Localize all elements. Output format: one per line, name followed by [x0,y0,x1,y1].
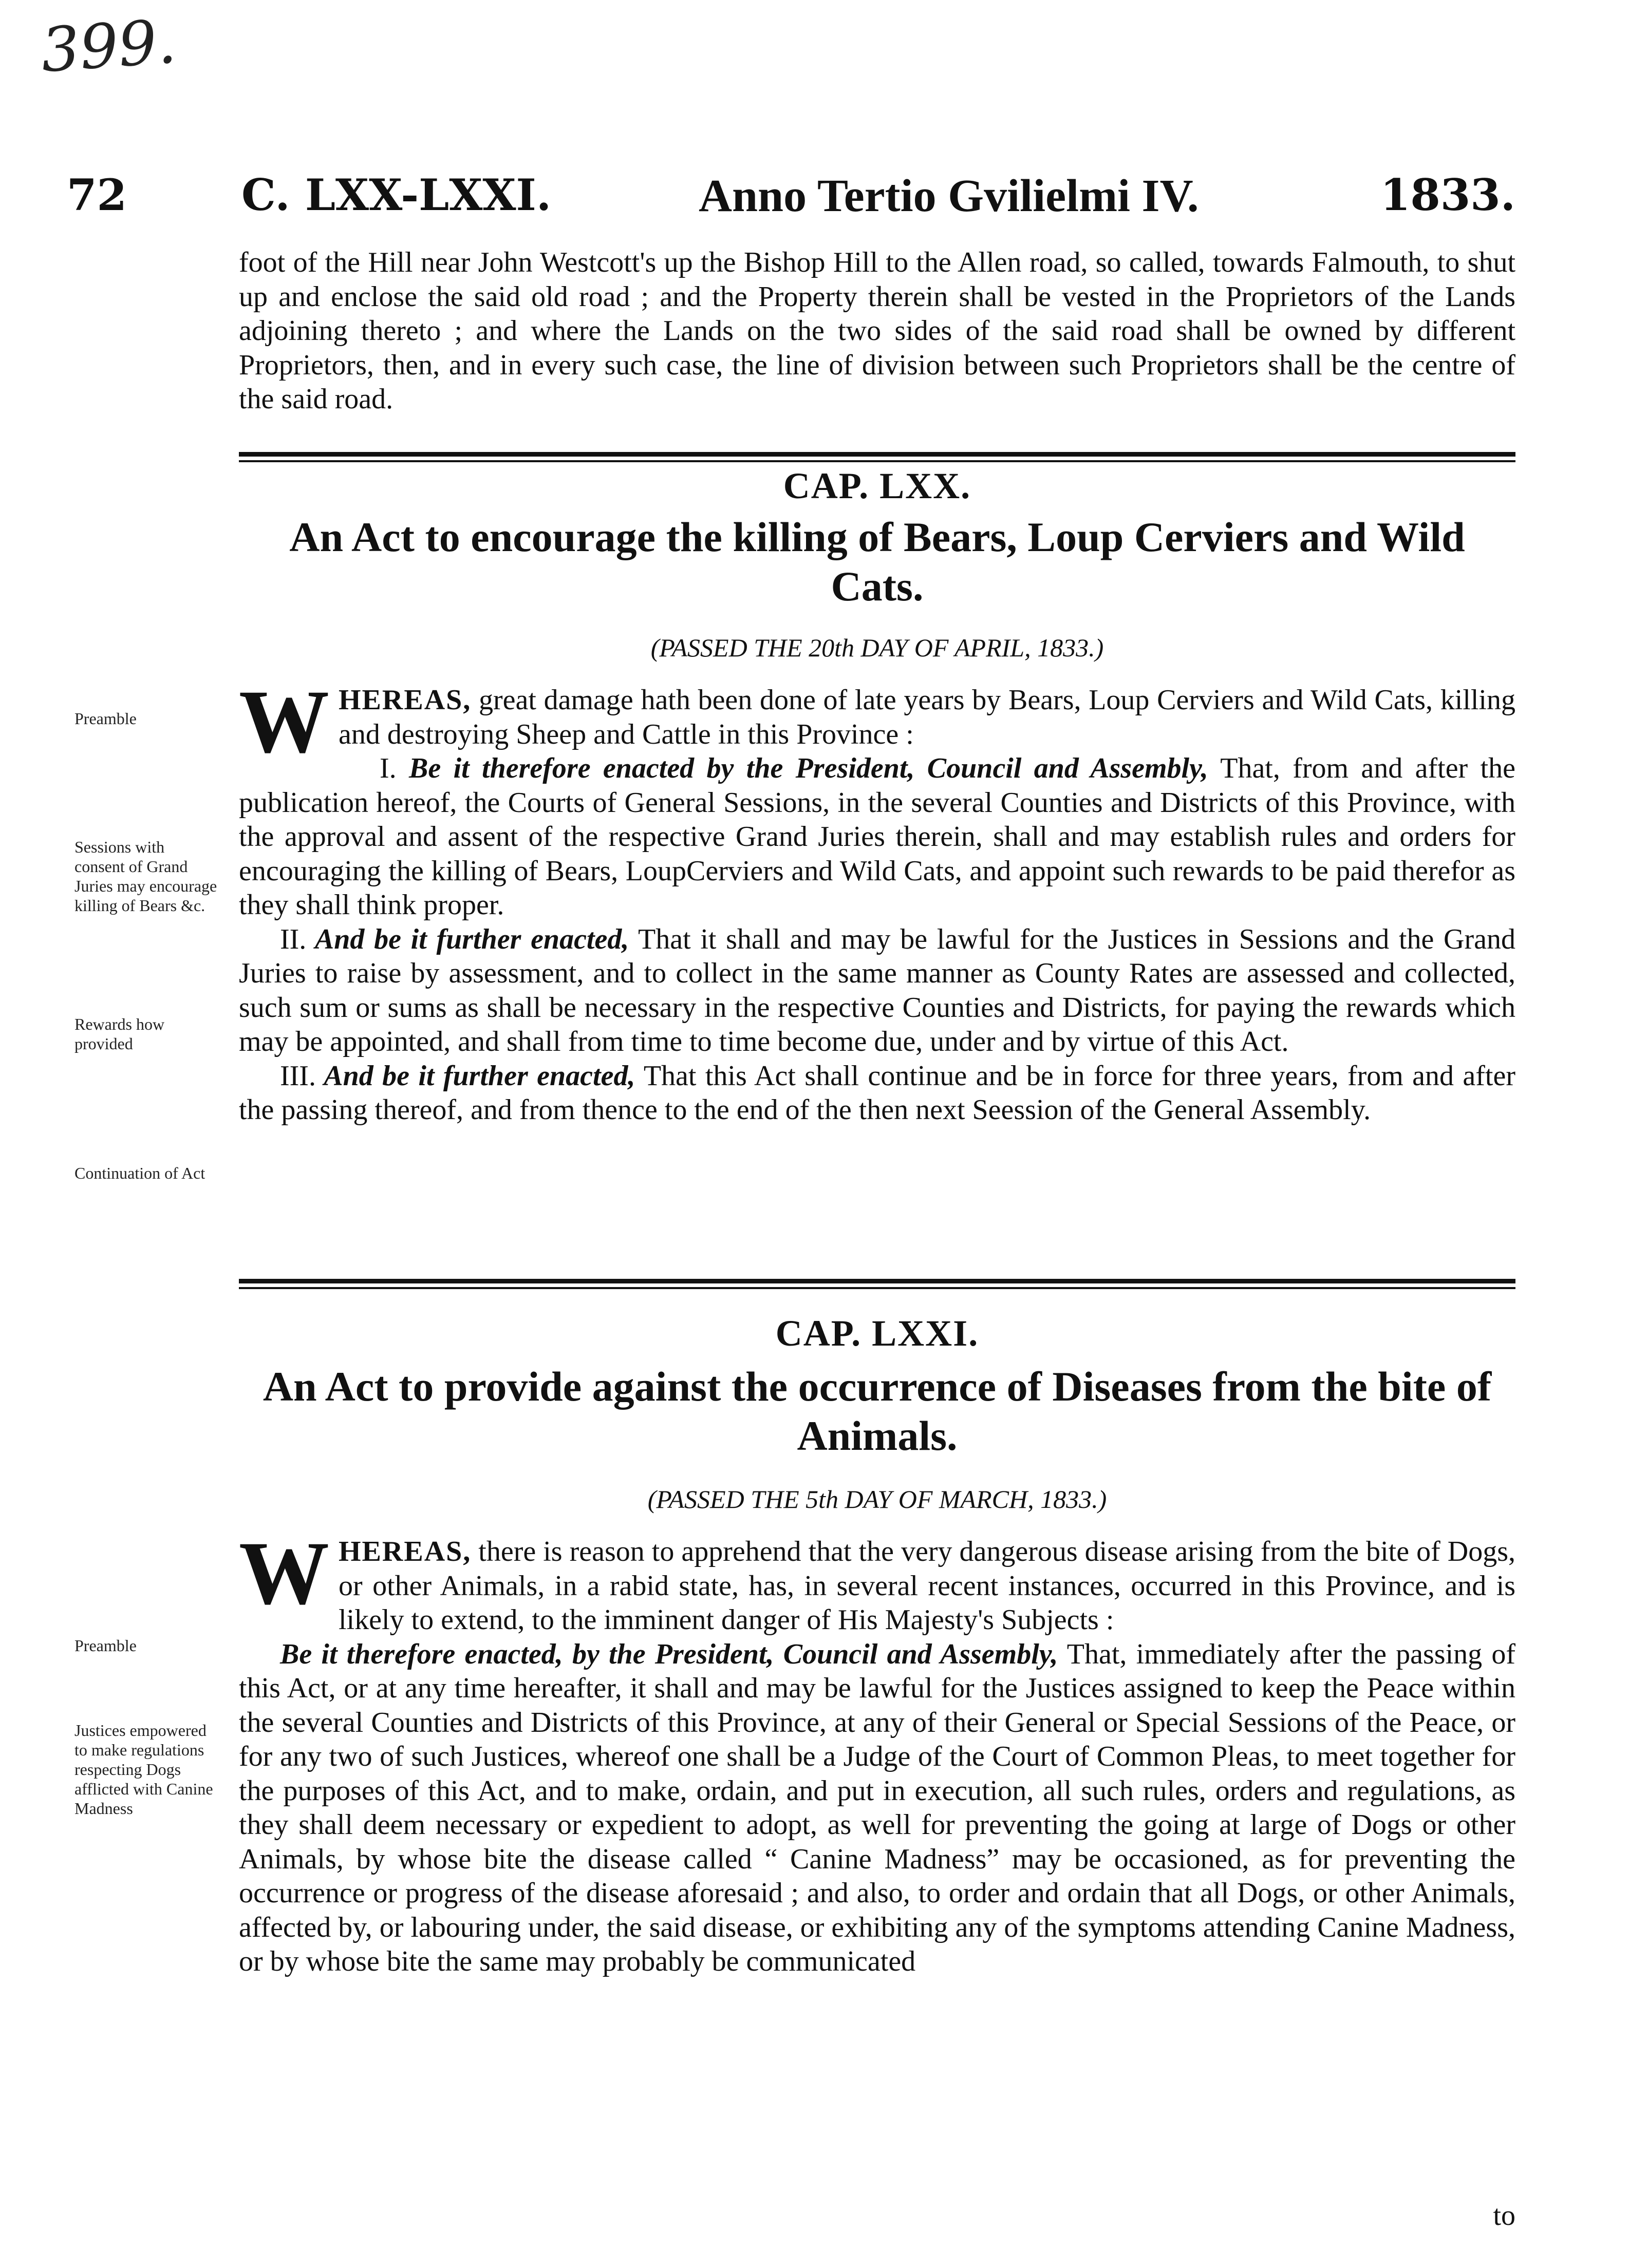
margin-note-rewards: Rewards how provided [74,1015,165,1053]
margin-note-continuation: Continuation of Act [74,1164,205,1182]
dropcap-w: W [239,1523,329,1623]
cap-70-section [239,465,1515,1127]
cap-71-title: An Act to provide against the occurrence of Diseases from the bite of Animals. [263,1363,1492,1459]
section-divider [239,1279,1515,1289]
cap-70-section-3: III. And be it further enacted, That this Act shall continue and be in force for three years, from and after the passing thereof, and from thence to the end of the then next Seession of the General Assembly. [239,1060,1515,1126]
running-header [67,159,1515,231]
handwritten-folio-number: 399. [39,6,179,86]
cap-71-preamble: WHEREAS, there is reason to apprehend that the very dangerous disease arising from the bite of Dogs, or other Animals, in a rabid state, has, in several recent instances, occurred in this Province, and is likely to extend, to the imminent danger of His Majesty's Subjects : [239,1523,1515,1636]
cap-71-passed-date: (PASSED THE 5th DAY OF MARCH, 1833.) [647,1485,1107,1514]
margin-note-sessions: Sessions with consent of Grand Juries may encourage killing of Bears &c. [74,838,217,915]
cap-70-preamble: WHEREAS, great damage hath been done of late years by Bears, Loup Cerviers and Wild Cats, killing and destroying Sheep and Cattle in this Province : [239,672,1515,772]
section-divider [239,452,1515,462]
continued-text-block [239,245,1515,417]
cap-70-section-2: II. And be it further enacted, That it shall and may be lawful for the Justices in Sessions and the Grand Juries to raise by assessment, and to collect in the same manner as County Rates are assessed and collected, such sum or sums as shall be necessary in the respective Counties and Districts, for paying the rewards which may be appointed, and shall from time to time become due, under and by virtue of this Act. [239,923,1515,1057]
cap-71-section [239,1312,1515,1979]
cap-70-title: An Act to encourage the killing of Bears, Loup Cerviers and Wild Cats. [289,514,1465,610]
continued-text: foot of the Hill near John Westcott's up the Bishop Hill to the Allen road, so called, towards Falmouth, to shut up and enclose the said old road ; and the Property therein shall be vested in the Proprietors of the Lands adjoining thereto ; and where the Lands on the two sides of the said road shall be owned by different Proprietors, then, and in every such case, the line of division between such Proprietors shall be the centre of the said road. [239,247,1515,415]
dropcap-w: W [239,672,329,772]
cap-71-heading: CAP. LXXI. [775,1313,979,1354]
margin-note-preamble: Preamble [74,709,137,728]
cap-70-section-1: I. Be it therefore enacted by the President, Council and Assembly, That, from and after the publication hereof, the Courts of General Sessions, in the several Counties and Districts of this Province, with the approval and assent of the respective Grand Juries therein, shall and may establish rules and orders for encouraging the killing of Bears, LoupCerviers and Wild Cats, and appoint such rewards to be paid therefor as they shall think proper. [239,752,1515,921]
catchword: to [1493,2200,1515,2232]
margin-note-justices: Justices empowered to make regulations respecting Dogs afflicted with Canine Madness [74,1721,213,1818]
margin-note-preamble-2: Preamble [74,1636,137,1655]
page-number: 72 [67,169,127,220]
chapter-range: C. LXX-LXXI. [241,169,552,220]
cap-71-section-1: Be it therefore enacted, by the President, Council and Assembly, That, immediately after the passing of this Act, or at any time hereafter, it shall and may be lawful for the Justices assigned to keep the Peace within the several Counties and Districts of this Province, at any of their General or Special Sessions of the Peace, or for any two of such Justices, whereof one shall be a Judge of the Court of Common Pleas, to meet together for the purposes of this Act, and to make, ordain, and put in execution, all such rules, orders and regulations, as they shall deem necessary or expedient to adopt, as well for preventing the going at large of Dogs or other Animals, by whose bite the disease called “ Canine Madness” may be occasioned, as for preventing the occurrence or progress of the disease aforesaid ; and also, to order and ordain that all Dogs, or other Animals, affected by, or labouring under, the said disease, or exhibiting any of the symptoms attending Canine Madness, or by whose bite the same may probably be communicated [239,1638,1515,1977]
cap-70-heading: CAP. LXX. [783,465,971,506]
header-year: 1833. [1380,169,1515,220]
running-title: Anno Tertio Gvilielmi IV. [699,171,1199,221]
cap-70-passed-date: (PASSED THE 20th DAY OF APRIL, 1833.) [650,633,1104,662]
